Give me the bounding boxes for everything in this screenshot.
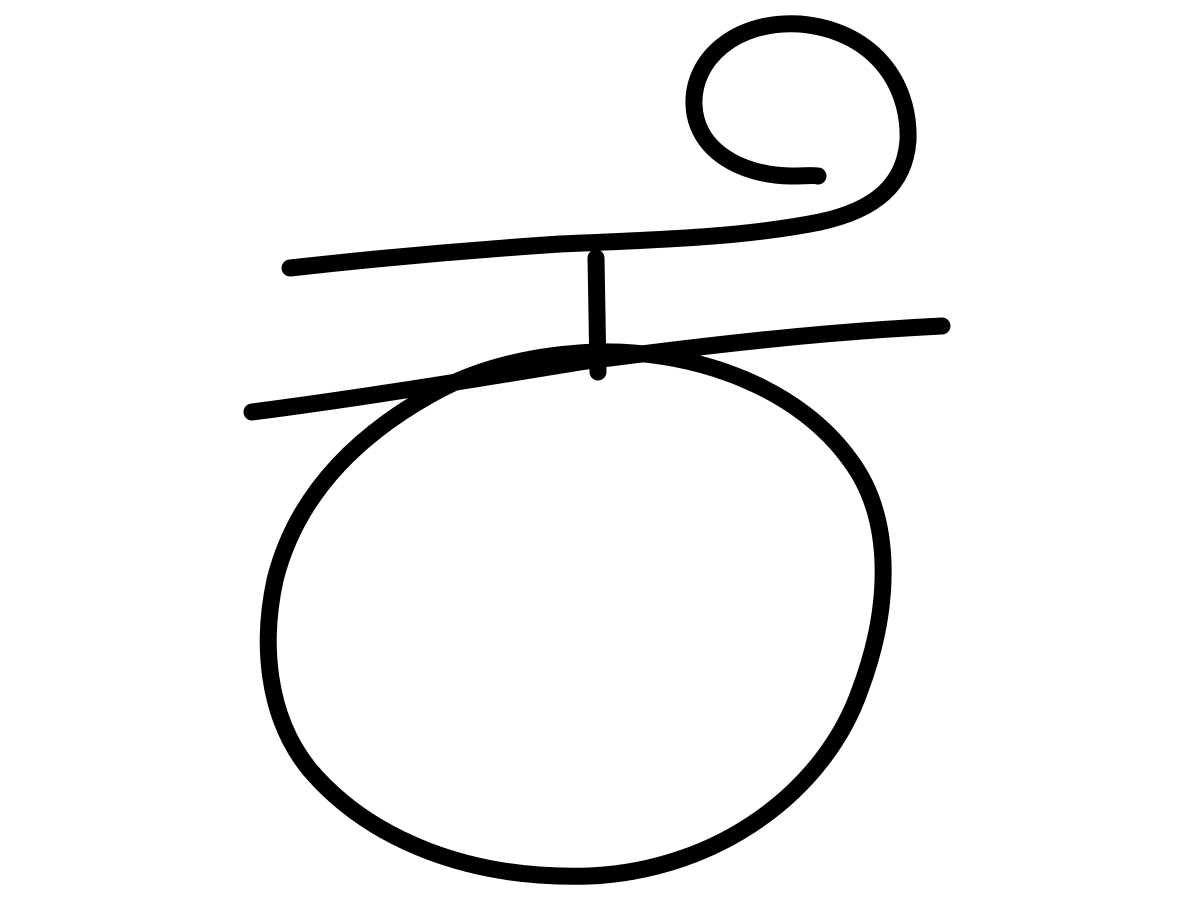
- large-oval: [268, 352, 883, 876]
- upper-horizontal-stroke: [290, 140, 908, 268]
- curl-loop: [694, 24, 908, 176]
